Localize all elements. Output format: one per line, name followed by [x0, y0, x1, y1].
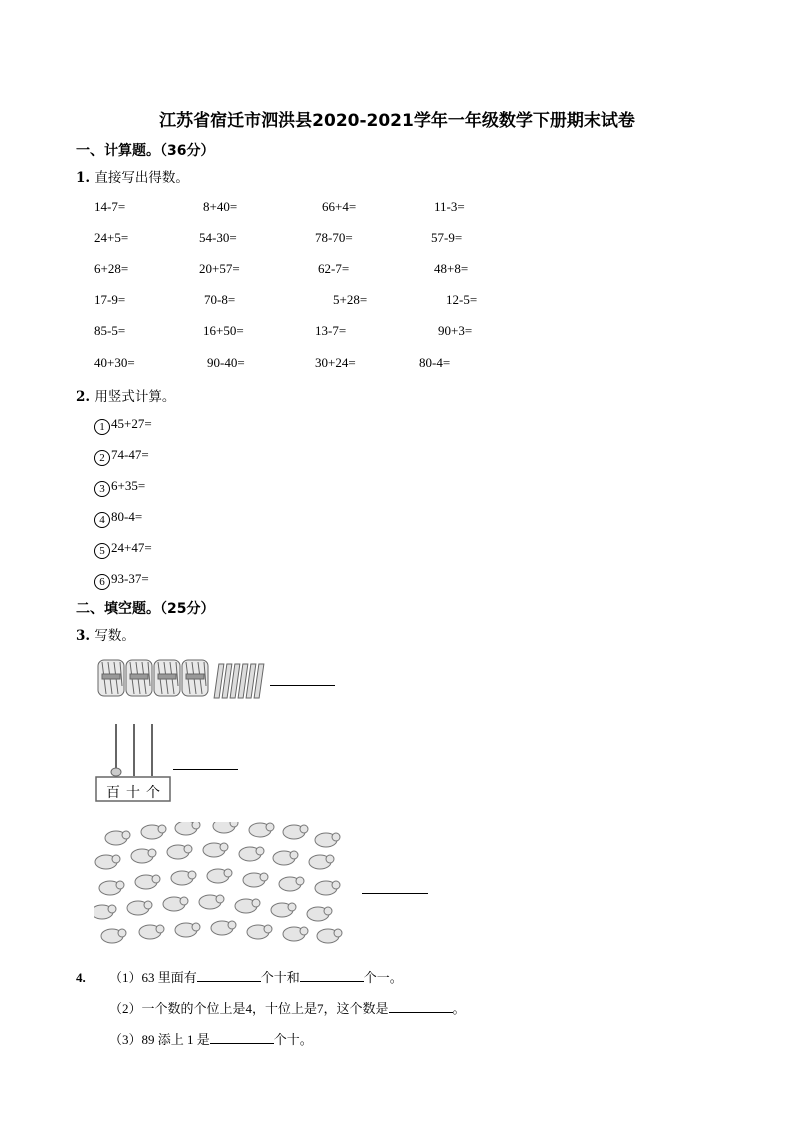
q1-item: 17-9=: [94, 292, 126, 307]
critter-head-icon: [266, 823, 274, 831]
critter-head-icon: [324, 907, 332, 915]
q2-item: 6 93-37=: [94, 571, 149, 590]
q1-item: 85-5=: [94, 323, 126, 338]
abacus-label-ones: 个: [146, 785, 160, 801]
animals-image: [94, 822, 344, 957]
answer-blank[interactable]: [300, 969, 364, 982]
critter-head-icon: [122, 831, 130, 839]
q1-item: 14-7=: [94, 199, 126, 214]
critter-head-icon: [230, 822, 238, 827]
q2-item: 4 80-4=: [94, 509, 142, 528]
q2-number: 2.: [76, 389, 91, 405]
q1-item: 48+8=: [434, 261, 469, 276]
critter-head-icon: [264, 925, 272, 933]
q1-item: 8+40=: [203, 199, 238, 214]
q4-part3: （3）89 添上 1 是 个十。: [109, 1032, 313, 1047]
bundle-icon: [98, 660, 124, 696]
q1-item: 70-8=: [204, 292, 236, 307]
critter-head-icon: [326, 855, 334, 863]
q1-item: 24+5=: [94, 230, 129, 245]
critter-head-icon: [256, 847, 264, 855]
answer-blank[interactable]: [389, 1000, 453, 1013]
q3-prompt: [76, 624, 135, 644]
q1-item: 90-40=: [207, 355, 245, 370]
bundle-icon: [154, 660, 180, 696]
q1-item: 20+57=: [199, 261, 240, 276]
q2-item: 3 6+35=: [94, 478, 145, 497]
critter-head-icon: [300, 927, 308, 935]
q1-item: 11-3=: [434, 199, 465, 214]
critter-head-icon: [332, 881, 340, 889]
critter-head-icon: [288, 903, 296, 911]
q1-item: 13-7=: [315, 323, 347, 338]
bundle-icon: [182, 660, 208, 696]
critter-head-icon: [332, 833, 340, 841]
critter-head-icon: [224, 869, 232, 877]
q1-item: 6+28=: [94, 261, 129, 276]
q1-item: 80-4=: [419, 355, 451, 370]
abacus-label-hundreds: 百: [106, 785, 120, 801]
critter-head-icon: [156, 925, 164, 933]
critter-head-icon: [300, 825, 308, 833]
answer-blank-animals[interactable]: [362, 893, 428, 894]
q2-item: 1 45+27=: [94, 416, 152, 435]
q1-item: 16+50=: [203, 323, 244, 338]
critter-head-icon: [228, 921, 236, 929]
critter-head-icon: [216, 895, 224, 903]
q4-number: 4.: [76, 970, 86, 985]
section2-heading: 二、填空题。（25分）: [76, 601, 215, 617]
abacus-label-tens: 十: [126, 785, 140, 801]
critter-head-icon: [220, 843, 228, 851]
critter-head-icon: [296, 877, 304, 885]
q4-part1: 4. （1）63 里面有 个十和 个一。: [76, 970, 403, 985]
critter-head-icon: [188, 871, 196, 879]
critter-head-icon: [290, 851, 298, 859]
critter-head-icon: [116, 881, 124, 889]
critter-head-icon: [108, 905, 116, 913]
q1-prompt: [76, 166, 189, 186]
bundle-icon: [126, 660, 152, 696]
q4-part2: （2）一个数的个位上是4，十位上是7，这个数是 。: [109, 1001, 466, 1016]
critter-head-icon: [118, 929, 126, 937]
answer-blank-sticks[interactable]: [270, 685, 335, 686]
q1-item: 40+30=: [94, 355, 135, 370]
answer-blank[interactable]: [210, 1031, 274, 1044]
answer-blank-abacus[interactable]: [173, 769, 238, 770]
q2-item: 5 24+47=: [94, 540, 152, 559]
critter-head-icon: [180, 897, 188, 905]
section1-heading: 一、计算题。（36分）: [76, 143, 215, 159]
q2-prompt: [76, 385, 175, 405]
critter-head-icon: [184, 845, 192, 853]
critter-head-icon: [144, 901, 152, 909]
critter-head-icon: [192, 822, 200, 829]
critter-head-icon: [152, 875, 160, 883]
q1-item: 30+24=: [315, 355, 356, 370]
critter-head-icon: [334, 929, 342, 937]
q2-item: 2 74-47=: [94, 447, 149, 466]
critter-head-icon: [260, 873, 268, 881]
critter-head-icon: [158, 825, 166, 833]
q1-item: 12-5=: [446, 292, 478, 307]
q1-item: 66+4=: [322, 199, 357, 214]
critter-head-icon: [252, 899, 260, 907]
q1-text: 直接写出得数。: [94, 170, 189, 186]
page-title: 江苏省宿迁市泗洪县2020-2021学年一年级数学下册期末试卷: [159, 111, 635, 131]
critter-head-icon: [112, 855, 120, 863]
q3-text: 写数。: [94, 628, 135, 644]
q1-number: 1.: [76, 170, 91, 186]
q3-number: 3.: [76, 628, 91, 644]
critter-head-icon: [148, 849, 156, 857]
critter-head-icon: [192, 923, 200, 931]
q1-item: 62-7=: [318, 261, 350, 276]
loose-sticks: [214, 664, 264, 698]
q1-item: 5+28=: [333, 292, 368, 307]
stick-bundles-image: [96, 656, 272, 700]
q2-text: 用竖式计算。: [94, 389, 176, 405]
q1-item: 78-70=: [315, 230, 353, 245]
answer-blank[interactable]: [197, 969, 261, 982]
q1-item: 90+3=: [438, 323, 473, 338]
q1-item: 54-30=: [199, 230, 237, 245]
q1-item: 57-9=: [431, 230, 463, 245]
